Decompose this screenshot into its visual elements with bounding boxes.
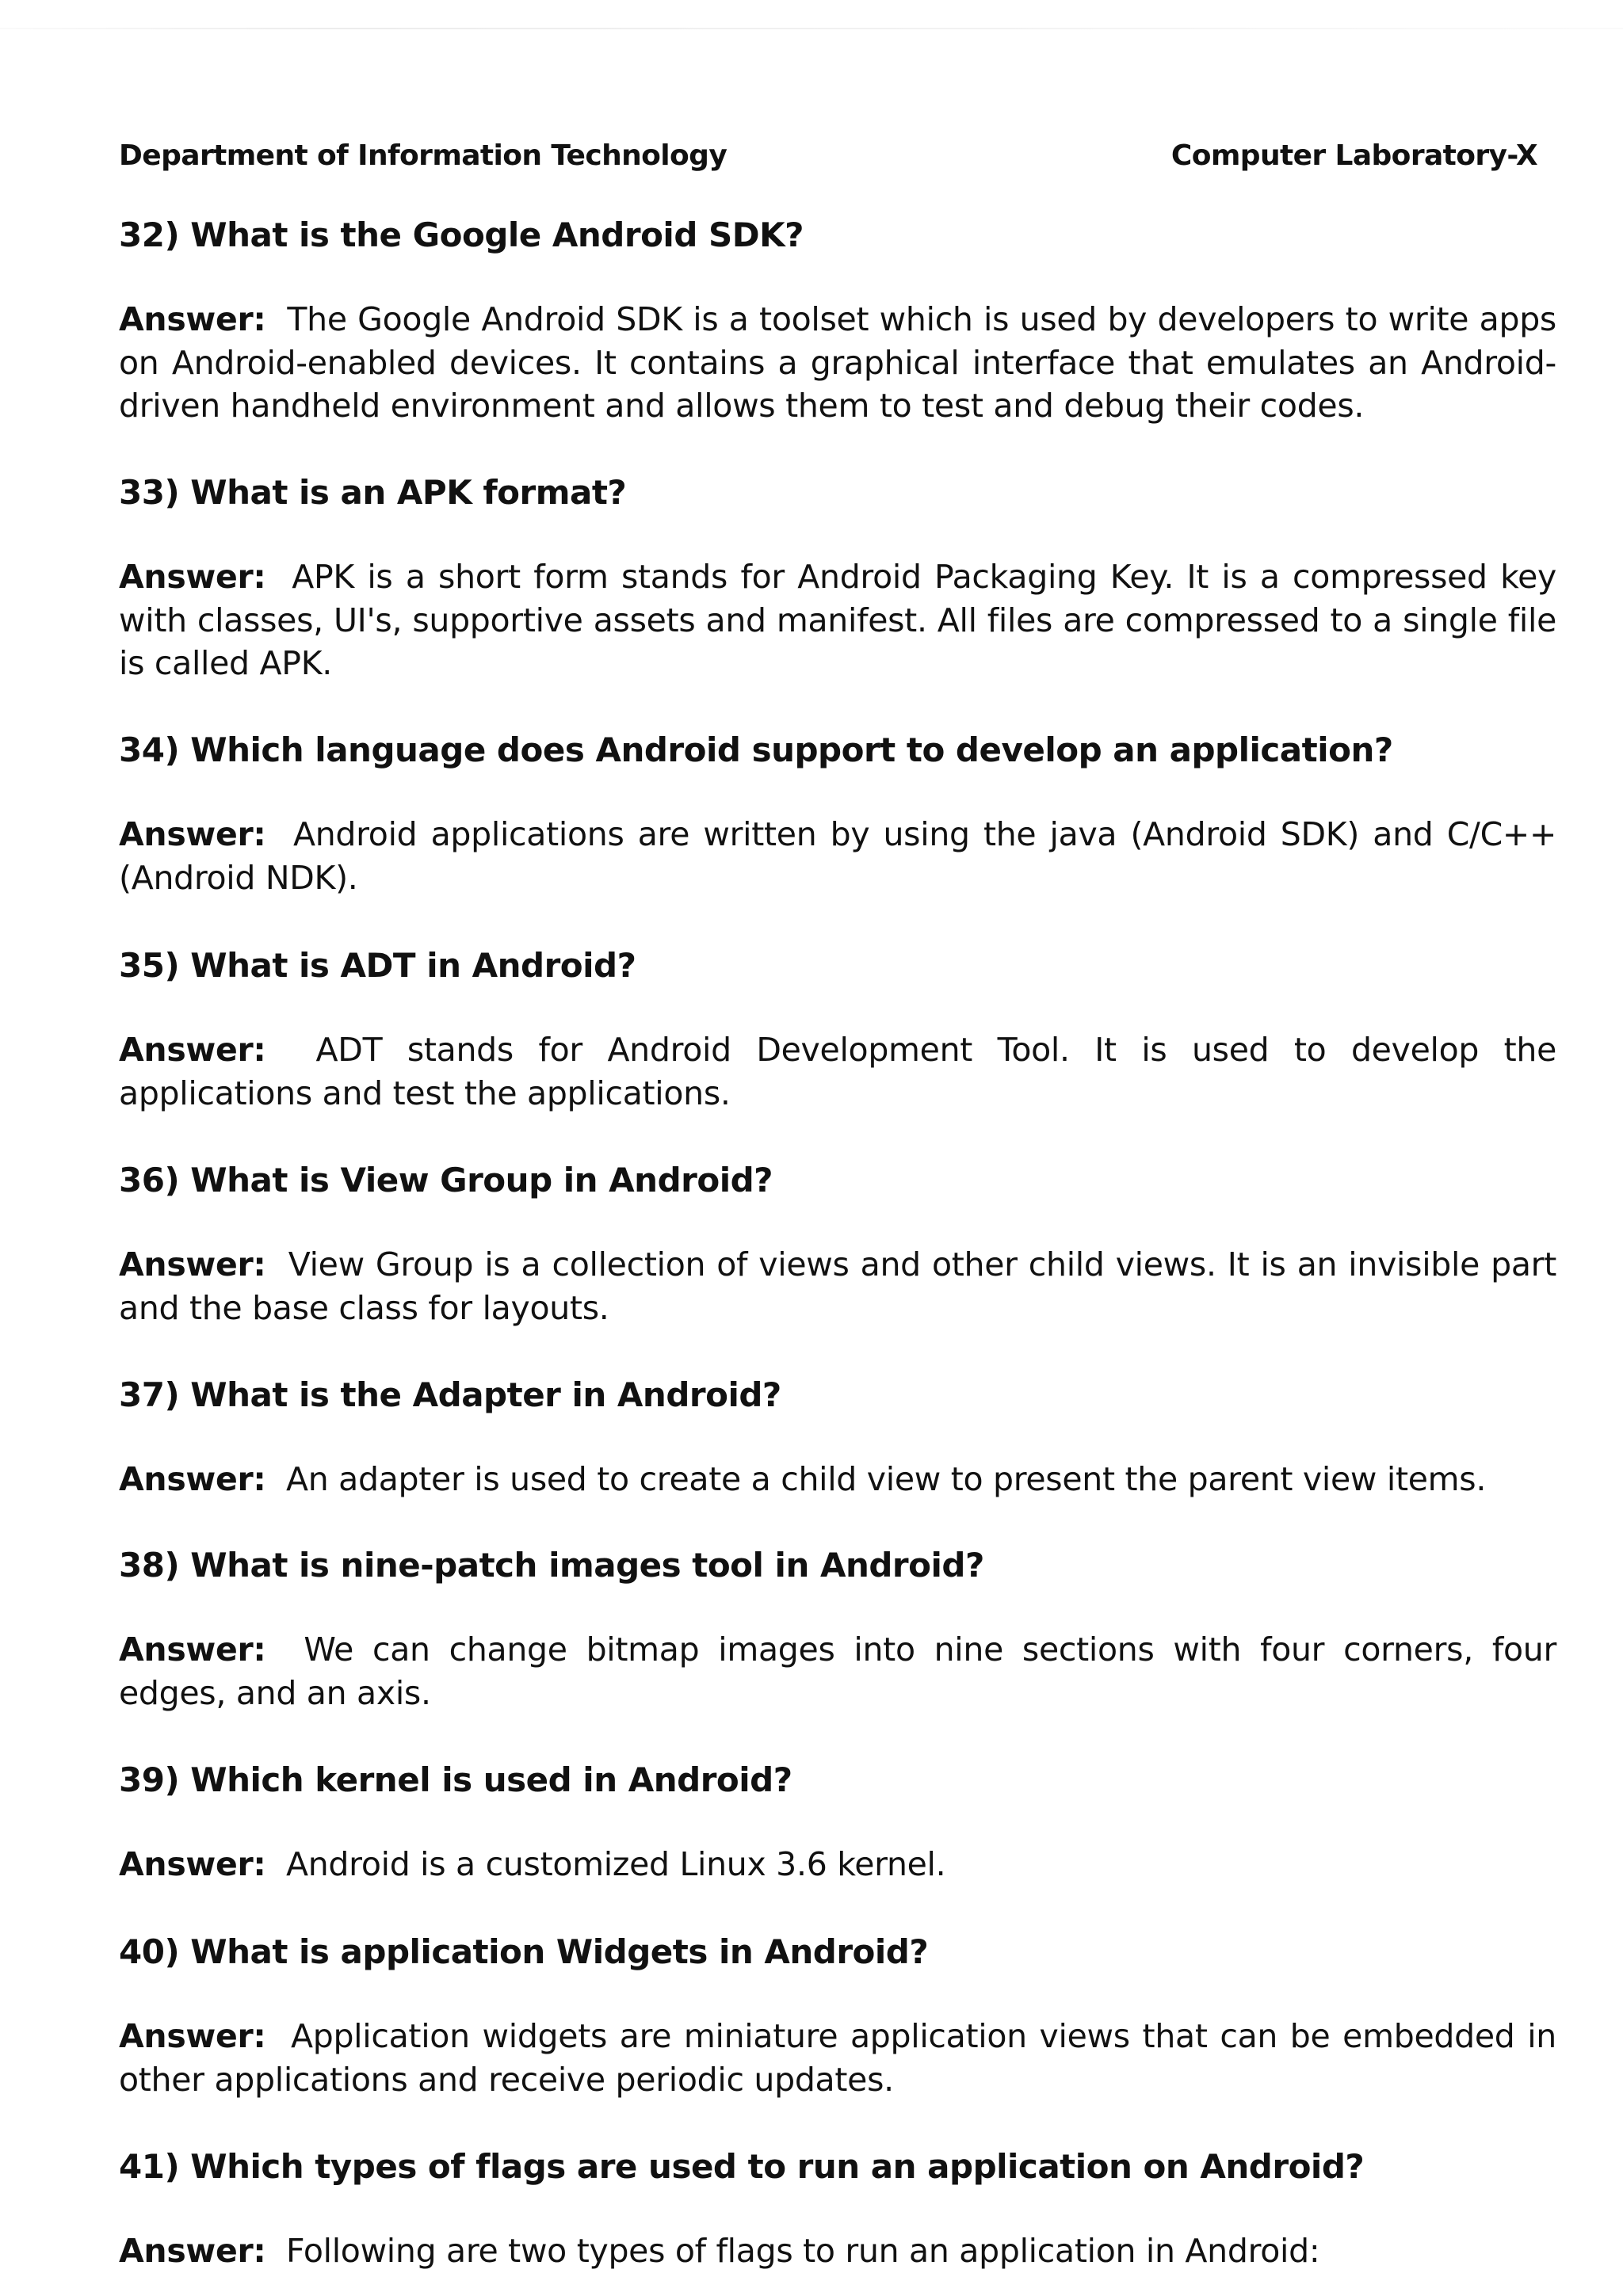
question-39: 39) Which kernel is used in Android?	[119, 1760, 792, 1799]
answer-36	[119, 1243, 1556, 1329]
qa-item-40	[119, 1931, 1556, 2101]
answer-label: Answer:	[119, 558, 266, 596]
answer-label: Answer:	[119, 815, 266, 853]
question-38: 38) What is nine-patch images tool in Android?	[119, 1546, 984, 1585]
question-37: 37) What is the Adapter in Android?	[119, 1375, 781, 1414]
answer-text: Application widgets are miniature application views that can be embedded in other applications and receive periodic updates.	[119, 2017, 1556, 2099]
qa-item-41	[119, 2145, 1556, 2273]
question-33: 33) What is an APK format?	[119, 473, 627, 512]
answer-41	[119, 2229, 1556, 2273]
qa-item-35	[119, 944, 1556, 1115]
qa-item-39	[119, 1759, 1556, 1886]
question-34: 34) Which language does Android support to develop an application?	[119, 730, 1393, 769]
answer-label: Answer:	[119, 1031, 266, 1069]
qa-item-38	[119, 1544, 1556, 1714]
question-36: 36) What is View Group in Android?	[119, 1161, 773, 1199]
answer-40	[119, 2015, 1556, 2101]
answer-text: We can change bitmap images into nine sections with four corners, four edges, and an axis.	[119, 1630, 1557, 1712]
question-40: 40) What is application Widgets in Android?	[119, 1932, 929, 1971]
answer-text: View Group is a collection of views and other child views. It is an invisible part and the base class for layouts.	[119, 1245, 1556, 1327]
answer-label: Answer:	[119, 1460, 266, 1498]
answer-32	[119, 298, 1556, 428]
department-name: Department of Information Technology	[119, 139, 727, 172]
answer-label: Answer:	[119, 1245, 266, 1283]
question-41: 41) Which types of flags are used to run an application on Android?	[119, 2147, 1365, 2186]
answer-text: Android applications are written by using the java (Android SDK) and C/C++ (Android NDK).	[119, 815, 1557, 897]
qa-item-36	[119, 1159, 1556, 1329]
answer-37	[119, 1458, 1556, 1501]
qa-item-37	[119, 1374, 1556, 1501]
answer-35	[119, 1028, 1556, 1115]
answer-33	[119, 555, 1556, 685]
answer-text: APK is a short form stands for Android Packaging Key. It is a compressed key with classes, UI's, supportive assets and manifest. All files are compressed to a single file is called APK.	[119, 558, 1557, 682]
qa-item-32	[119, 214, 1556, 428]
top-divider	[0, 28, 1623, 29]
answer-label: Answer:	[119, 2017, 266, 2055]
page-header	[119, 139, 1537, 179]
answer-text: Android is a customized Linux 3.6 kernel.	[286, 1845, 946, 1883]
question-35: 35) What is ADT in Android?	[119, 946, 636, 985]
answer-label: Answer:	[119, 1630, 266, 1669]
lab-name: Computer Laboratory-X	[1170, 139, 1537, 172]
answer-38	[119, 1628, 1556, 1714]
answer-text: The Google Android SDK is a toolset which is used by developers to write apps on Android-enabled devices. It contains a graphical interface that emulates an Android-driven handheld environment and allows them to test and debug their codes.	[119, 300, 1556, 425]
answer-39	[119, 1843, 1556, 1886]
answer-34	[119, 813, 1556, 899]
qa-item-33	[119, 471, 1556, 685]
answer-label: Answer:	[119, 1845, 266, 1883]
question-32: 32) What is the Google Android SDK?	[119, 215, 804, 254]
answer-label: Answer:	[119, 2232, 266, 2270]
answer-text: Following are two types of flags to run an application in Android:	[286, 2232, 1320, 2270]
qa-item-34	[119, 729, 1556, 899]
answer-label: Answer:	[119, 300, 266, 338]
answer-text: ADT stands for Android Development Tool. It is used to develop the applications and test the applications.	[119, 1031, 1556, 1112]
answer-text: An adapter is used to create a child view to present the parent view items.	[286, 1460, 1487, 1498]
